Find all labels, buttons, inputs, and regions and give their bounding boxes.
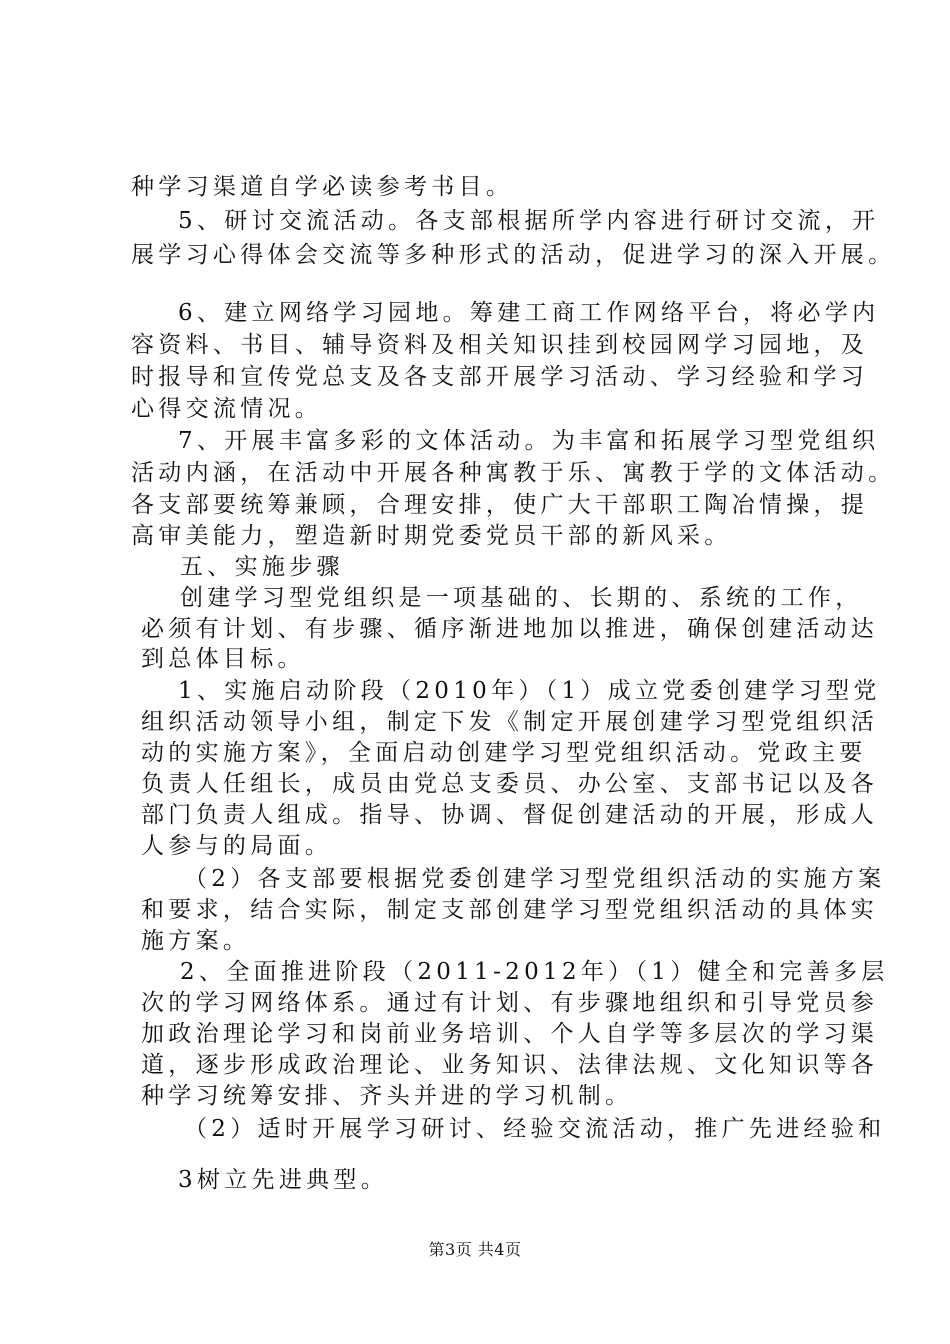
text-line: 部门负责人组成。指导、协调、督促创建活动的开展，形成人 xyxy=(141,802,879,828)
text-line: 人参与的局面。 xyxy=(141,833,333,859)
text-line: 和要求，结合实际，制定支部创建学习型党组织活动的具体实 xyxy=(141,897,879,923)
text-line: 动的实施方案》，全面启动创建学习型党组织活动。党政主要 xyxy=(141,740,867,766)
text-line: 组织活动领导小组，制定下发《制定开展创建学习型党组织活 xyxy=(141,709,879,735)
text-line: 到总体目标。 xyxy=(141,646,305,672)
text-line: 7、开展丰富多彩的文体活动。为丰富和拓展学习型党组织 xyxy=(178,428,880,454)
text-line: 创建学习型党组织是一项基础的、长期的、系统的工作， xyxy=(180,585,863,611)
text-line: 活动内涵，在活动中开展各种寓教于乐、寓教于学的文体活动。 xyxy=(131,460,896,486)
text-line: 加政治理论学习和岗前业务培训、个人自学等多层次的学习渠 xyxy=(141,1021,879,1047)
text-line: 时报导和宣传党总支及各支部开展学习活动、学习经验和学习 xyxy=(131,364,869,390)
text-line: （2）各支部要根据党委创建学习型党组织活动的实施方案 xyxy=(184,866,886,892)
text-line: 次的学习网络体系。通过有计划、有步骤地组织和引导党员参 xyxy=(141,990,879,1016)
text-line: 3树立先进典型。 xyxy=(178,1167,389,1193)
text-line: 种学习统筹安排、齐头并进的学习机制。 xyxy=(141,1083,633,1109)
text-line: 种学习渠道自学必读参考书目。 xyxy=(131,174,514,200)
text-line: 施方案。 xyxy=(141,928,251,954)
section-heading: 五、实施步骤 xyxy=(180,554,344,580)
text-line: 5、研讨交流活动。各支部根据所学内容进行研讨交流，开 xyxy=(178,208,880,234)
text-line: 道，逐步形成政治理论、业务知识、法律法规、文化知识等各 xyxy=(141,1052,879,1078)
text-line: 各支部要统筹兼顾，合理安排，使广大干部职工陶冶情操，提 xyxy=(131,492,869,518)
text-line: 高审美能力，塑造新时期党委党员干部的新风采。 xyxy=(131,523,732,549)
text-line: 展学习心得体会交流等多种形式的活动，促进学习的深入开展。 xyxy=(131,242,896,268)
text-line: 心得交流情况。 xyxy=(131,396,323,422)
page-footer: 第3页 共4页 xyxy=(428,1240,522,1259)
text-line: 2、全面推进阶段（2011-2012年）（1）健全和完善多层 xyxy=(180,959,889,985)
text-line: 1、实施启动阶段（2010年）（1）成立党委创建学习型党 xyxy=(178,678,881,704)
text-line: 容资料、书目、辅导资料及相关知识挂到校园网学习园地，及 xyxy=(131,332,869,358)
text-line: 必须有计划、有步骤、循序渐进地加以推进，确保创建活动达 xyxy=(141,616,879,642)
text-line: （2）适时开展学习研讨、经验交流活动，推广先进经验和 xyxy=(184,1116,886,1142)
text-line: 6、建立网络学习园地。筹建工商工作网络平台，将必学内 xyxy=(178,300,880,326)
text-line: 负责人任组长，成员由党总支委员、办公室、支部书记以及各 xyxy=(141,771,879,797)
